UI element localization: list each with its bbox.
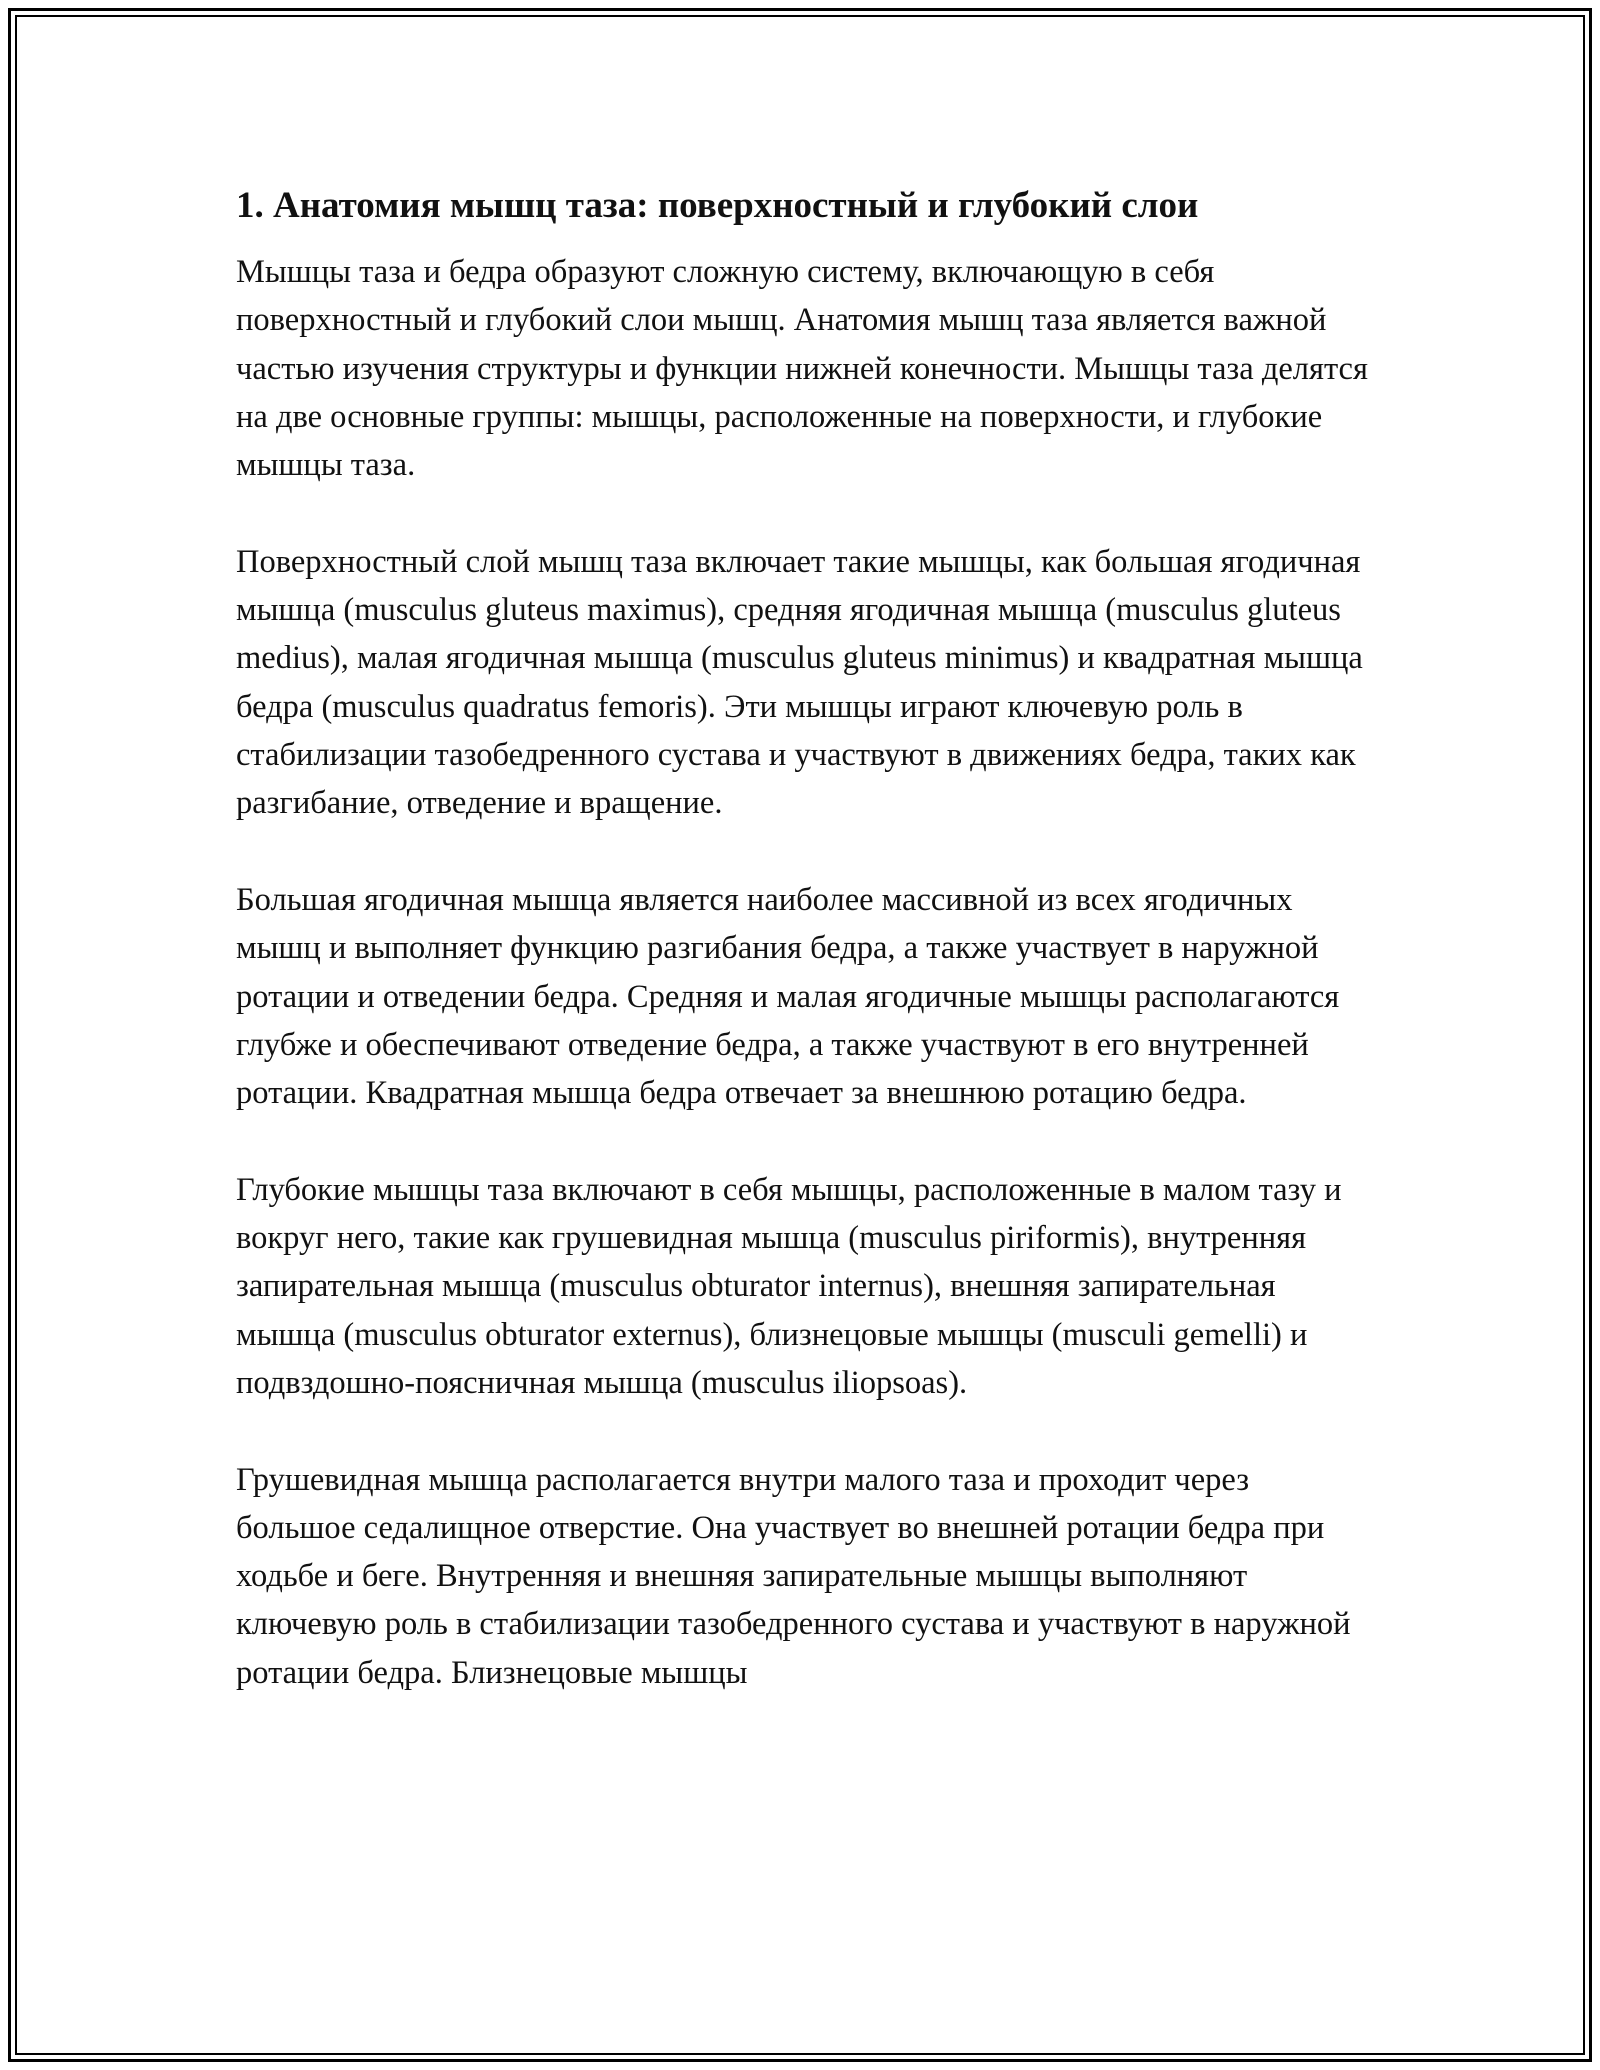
paragraph-superficial-layer: Поверхностный слой мышц таза включает такие мышцы, как большая ягодичная мышца (musculus gluteus maximus), средняя ягодичная мышца (musculus gluteus medius), малая ягодичная мышца (musculus gluteus minimus) и квадратная мышца бедра (musculus quadratus femoris). Эти мышцы играют ключевую роль в стабилизации тазобедренного сустава и участвуют в движениях бедра, таких как разгибание, отведение и вращение. — [236, 543, 1363, 822]
paragraph-intro: Мышцы таза и бедра образуют сложную систему, включающую в себя поверхностный и глубокий слои мышц. Анатомия мышц таза является важной частью изучения структуры и функции нижней конечности. Мышцы таза делятся на две основные группы: мышцы, расположенные на поверхности, и глубокие мышцы таза. — [236, 254, 1368, 484]
document-body — [236, 182, 1376, 1745]
paragraph-piriformis: Грушевидная мышца располагается внутри малого таза и проходит через большое седалищное отверстие. Она участвует во внешней ротации бедра при ходьбе и беге. Внутренняя и внешняя запирательные мышцы выполняют ключевую роль в стабилизации тазобедренного сустава и участвуют в наружной ротации бедра. Близнецовые мышцы — [236, 1461, 1351, 1691]
paragraph-deep-muscles: Глубокие мышцы таза включают в себя мышцы, расположенные в малом тазу и вокруг него, такие как грушевидная мышца (musculus piriformis), внутренняя запирательная мышца (musculus obturator internus), внешняя запирательная мышца (musculus obturator externus), близнецовые мышцы (musculi gemelli) и подвздошно-поясничная мышца (musculus iliopsoas). — [236, 1171, 1342, 1401]
section-heading: 1. Анатомия мышц таза: поверхностный и глубокий слои — [236, 185, 1199, 226]
paragraph-gluteus-maximus: Большая ягодичная мышца является наиболее массивной из всех ягодичных мышц и выполняет функцию разгибания бедра, а также участвует в наружной ротации и отведении бедра. Средняя и малая ягодичные мышцы располагаются глубже и обеспечивают отведение бедра, а также участвуют в его внутренней ротации. Квадратная мышца бедра отвечает за внешнюю ротацию бедра. — [236, 881, 1340, 1112]
